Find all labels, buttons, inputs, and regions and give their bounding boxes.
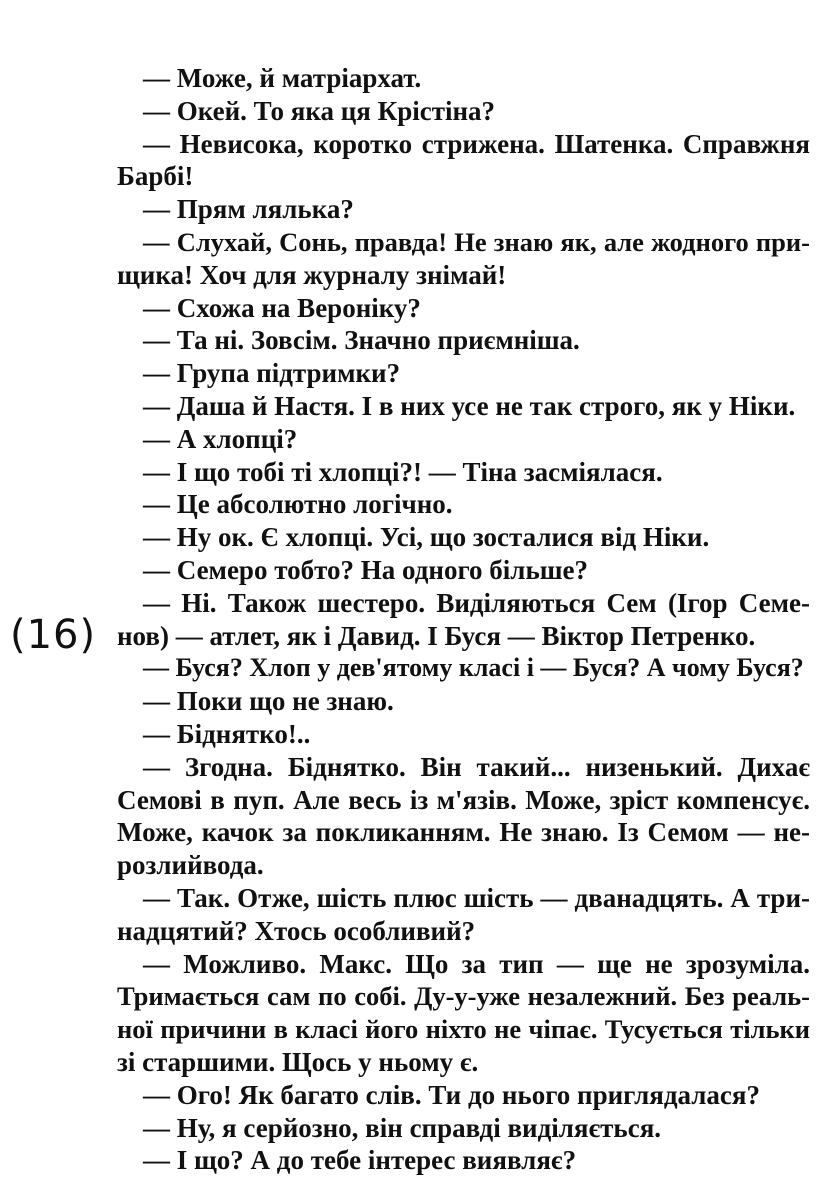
text-line: — Схожа на Вероніку?	[143, 292, 421, 323]
text-line: — Та ні. Зовсім. Значно приємніша.	[143, 325, 580, 356]
text-line: Може, качок за покликанням. Не знаю. Із Семом — не-	[117, 817, 810, 848]
text-line: щика! Хоч для журналу знімай!	[117, 259, 507, 290]
text-line: ної причини в класі його ніхто не чіпає. Тусується тільки	[117, 1014, 810, 1045]
text-line: зі старшими. Щось у ньому є.	[117, 1046, 479, 1077]
text-line: розлийвода.	[117, 850, 264, 881]
text-line: — Слухай, Сонь, правда! Не знаю як, але жодного при-	[143, 226, 810, 257]
text-line: — Група підтримки?	[143, 358, 401, 389]
text-line: — Біднятко!..	[143, 718, 311, 749]
text-line: — Невисока, коротко стрижена. Шатенка. Справжня	[143, 128, 810, 159]
text-line: Тримається сам по собі. Ду-у-уже незалежний. Без реаль-	[117, 981, 810, 1012]
text-line: — Прям лялька?	[143, 194, 354, 225]
text-line: нов) — атлет, як і Давид. І Буся — Віктор Петренко.	[117, 620, 756, 651]
text-line: — Даша й Настя. І в них усе не так строго, як у Ніки.	[143, 390, 796, 421]
text-line: — І що? А до тебе інтерес виявляє?	[143, 1145, 577, 1176]
text-line: — Ну ок. Є хлопці. Усі, що зосталися від Ніки.	[143, 522, 710, 553]
text-line: — Семеро тобто? На одного більше?	[143, 554, 588, 585]
dialogue-text	[117, 62, 810, 1177]
text-line: — Буся? Хлоп у дев'ятому класі і — Буся? А чому Буся?	[143, 653, 804, 683]
text-line: — А хлопці?	[143, 423, 298, 454]
text-line: — Ну, я серйозно, він справді виділяється.	[143, 1112, 662, 1143]
text-line: надцятий? Хтось особливий?	[117, 915, 476, 946]
text-line: — Згодна. Біднятко. Він такий... низенький. Дихає	[143, 751, 810, 782]
text-line: — І що тобі ті хлопці?! — Тіна засміялася.	[143, 456, 663, 487]
text-line: — Поки що не знаю.	[143, 686, 394, 717]
text-line: — Можливо. Макс. Що за тип — ще не зрозуміла.	[143, 948, 810, 979]
text-line: — Ого! Як багато слів. Ти до нього приглядалася?	[143, 1079, 760, 1110]
handwritten-page-number: (16)	[10, 612, 97, 658]
text-line: Барбі!	[117, 161, 194, 192]
text-line: — Так. Отже, шість плюс шість — дванадцять. А три-	[143, 882, 810, 913]
text-line: Семові в пуп. Але весь із м'язів. Може, зріст компенсує.	[117, 784, 810, 815]
text-line: — Ні. Також шестеро. Виділяються Сем (Ігор Семе-	[143, 587, 810, 618]
text-line: — Окей. То яка ця Крістіна?	[143, 95, 496, 126]
text-line: — Може, й матріархат.	[143, 63, 422, 93]
text-line: — Це абсолютно логічно.	[143, 489, 453, 520]
